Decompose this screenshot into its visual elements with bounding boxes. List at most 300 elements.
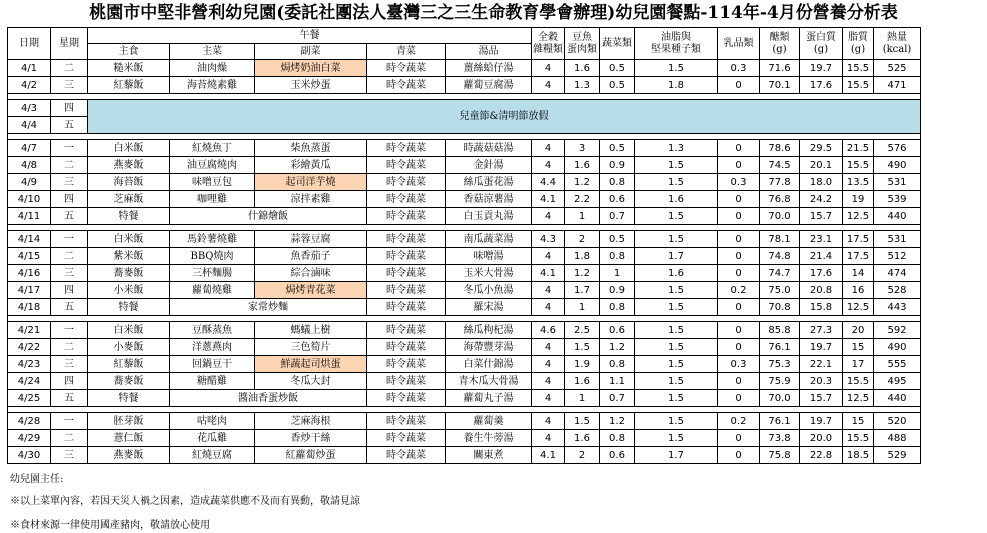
kcal-cell: 490 <box>874 157 921 174</box>
soup-cell: 蘿蔔羹 <box>446 413 532 430</box>
prot_g-cell: 24.2 <box>800 191 843 208</box>
weekday-cell: 二 <box>51 248 88 265</box>
table-row <box>8 390 921 407</box>
staple-cell: 白米飯 <box>88 322 170 339</box>
dairy-cell: 0.3 <box>718 174 760 191</box>
main-dish-cell: 家常炒麵 <box>170 299 367 316</box>
main-dish-cell: 紅燒豆腐 <box>170 447 255 464</box>
protein-cell: 1.2 <box>565 174 600 191</box>
staple-cell: 胚芽飯 <box>88 413 170 430</box>
staple-cell: 特餐 <box>88 208 170 225</box>
side-dish-cell: 鮮蔬起司烘蛋 <box>255 356 367 373</box>
carb-cell: 75.9 <box>760 373 800 390</box>
vegcat-cell: 0.8 <box>600 430 635 447</box>
grain-cell: 4 <box>532 339 565 356</box>
veg-cell: 時令蔬菜 <box>367 77 446 94</box>
kcal-cell: 440 <box>874 208 921 225</box>
dairy-cell: 0.2 <box>718 282 760 299</box>
header-carb: 醣類 (g) <box>760 28 800 60</box>
prot_g-cell: 18.0 <box>800 174 843 191</box>
grain-cell: 4 <box>532 413 565 430</box>
dairy-cell: 0 <box>718 265 760 282</box>
carb-cell: 74.7 <box>760 265 800 282</box>
header-lunch: 午餐 <box>88 28 532 44</box>
oil-cell: 1.5 <box>635 390 718 407</box>
veg-cell: 時令蔬菜 <box>367 390 446 407</box>
side-dish-cell: 魚香茄子 <box>255 248 367 265</box>
table-row <box>8 373 921 390</box>
kcal-cell: 474 <box>874 265 921 282</box>
staple-cell: 芝麻飯 <box>88 191 170 208</box>
date-cell: 4/23 <box>8 356 51 373</box>
side-dish-cell: 焗烤青花菜 <box>255 282 367 299</box>
grain-cell: 4 <box>532 208 565 225</box>
soup-cell: 白玉貢丸湯 <box>446 208 532 225</box>
side-dish-cell: 螞蟻上樹 <box>255 322 367 339</box>
grain-cell: 4 <box>532 430 565 447</box>
kcal-cell: 529 <box>874 447 921 464</box>
grain-cell: 4 <box>532 77 565 94</box>
grain-cell: 4 <box>532 60 565 77</box>
dairy-cell: 0 <box>718 447 760 464</box>
fat-cell: 19 <box>843 191 874 208</box>
table-row <box>8 265 921 282</box>
table-row <box>8 191 921 208</box>
date-cell: 4/11 <box>8 208 51 225</box>
main-dish-cell: BBQ燒肉 <box>170 248 255 265</box>
vegcat-cell: 0.9 <box>600 157 635 174</box>
prot_g-cell: 17.6 <box>800 265 843 282</box>
side-dish-cell: 彩繪黃瓜 <box>255 157 367 174</box>
side-dish-cell: 玉米炒蛋 <box>255 77 367 94</box>
soup-cell: 青木瓜大骨湯 <box>446 373 532 390</box>
grain-cell: 4 <box>532 140 565 157</box>
date-cell: 4/17 <box>8 282 51 299</box>
vegcat-cell: 1.2 <box>600 339 635 356</box>
carb-cell: 76.1 <box>760 413 800 430</box>
veg-cell: 時令蔬菜 <box>367 322 446 339</box>
protein-cell: 2 <box>565 231 600 248</box>
main-dish-cell: 回鍋豆干 <box>170 356 255 373</box>
kcal-cell: 539 <box>874 191 921 208</box>
vegcat-cell: 0.6 <box>600 447 635 464</box>
fat-cell: 13.5 <box>843 174 874 191</box>
weekday-cell: 五 <box>51 299 88 316</box>
weekday-cell: 一 <box>51 413 88 430</box>
main-dish-cell: 油肉燥 <box>170 60 255 77</box>
dairy-cell: 0 <box>718 231 760 248</box>
side-dish-cell: 冬瓜大封 <box>255 373 367 390</box>
veg-cell: 時令蔬菜 <box>367 60 446 77</box>
fat-cell: 15.5 <box>843 60 874 77</box>
veg-cell: 時令蔬菜 <box>367 447 446 464</box>
protein-cell: 1.8 <box>565 248 600 265</box>
oil-cell: 1.5 <box>635 174 718 191</box>
header-main: 主菜 <box>170 44 255 60</box>
vegcat-cell: 0.5 <box>600 231 635 248</box>
kcal-cell: 440 <box>874 390 921 407</box>
grain-cell: 4 <box>532 390 565 407</box>
carb-cell: 77.8 <box>760 174 800 191</box>
date-cell: 4/1 <box>8 60 51 77</box>
vegcat-cell: 0.8 <box>600 248 635 265</box>
fat-cell: 21.5 <box>843 140 874 157</box>
date-cell: 4/24 <box>8 373 51 390</box>
staple-cell: 白米飯 <box>88 231 170 248</box>
prot_g-cell: 20.3 <box>800 373 843 390</box>
staple-cell: 紫米飯 <box>88 248 170 265</box>
oil-cell: 1.5 <box>635 231 718 248</box>
main-dish-cell: 洋蔥燕肉 <box>170 339 255 356</box>
vegcat-cell: 0.7 <box>600 208 635 225</box>
weekday-cell: 二 <box>51 60 88 77</box>
date-cell: 4/9 <box>8 174 51 191</box>
weekday-cell: 四 <box>51 282 88 299</box>
footer-note-1: ※以上菜單內容，若因天災人禍之因素，造成蔬菜供應不及而有異動，敬請見諒 <box>10 496 360 507</box>
fat-cell: 12.5 <box>843 390 874 407</box>
weekday-cell: 四 <box>51 100 88 117</box>
carb-cell: 70.8 <box>760 299 800 316</box>
prot_g-cell: 20.8 <box>800 282 843 299</box>
carb-cell: 70.0 <box>760 390 800 407</box>
header-dairy: 乳品類 <box>718 28 760 60</box>
prot_g-cell: 29.5 <box>800 140 843 157</box>
veg-cell: 時令蔬菜 <box>367 157 446 174</box>
soup-cell: 薑絲蛤仔湯 <box>446 60 532 77</box>
soup-cell: 蘿蔔丸子湯 <box>446 390 532 407</box>
vegcat-cell: 0.5 <box>600 77 635 94</box>
oil-cell: 1.5 <box>635 282 718 299</box>
dairy-cell: 0 <box>718 140 760 157</box>
vegcat-cell: 1 <box>600 265 635 282</box>
table-row <box>8 248 921 265</box>
header-weekday: 星期 <box>51 28 88 60</box>
kcal-cell: 471 <box>874 77 921 94</box>
fat-cell: 16 <box>843 282 874 299</box>
oil-cell: 1.3 <box>635 140 718 157</box>
date-cell: 4/14 <box>8 231 51 248</box>
main-dish-cell: 馬鈴薯燒雞 <box>170 231 255 248</box>
veg-cell: 時令蔬菜 <box>367 282 446 299</box>
footer-note-2: ※食材來源一律使用國產豬肉，敬請放心使用 <box>10 520 210 531</box>
carb-cell: 78.1 <box>760 231 800 248</box>
oil-cell: 1.7 <box>635 248 718 265</box>
prot_g-cell: 19.7 <box>800 60 843 77</box>
main-dish-cell: 油豆腐燒肉 <box>170 157 255 174</box>
protein-cell: 3 <box>565 140 600 157</box>
weekday-cell: 五 <box>51 208 88 225</box>
weekday-cell: 五 <box>51 117 88 134</box>
staple-cell: 燕麥飯 <box>88 447 170 464</box>
kcal-cell: 531 <box>874 231 921 248</box>
prot_g-cell: 23.1 <box>800 231 843 248</box>
side-dish-cell: 芝麻海根 <box>255 413 367 430</box>
carb-cell: 71.6 <box>760 60 800 77</box>
main-dish-cell: 花瓜雞 <box>170 430 255 447</box>
grain-cell: 4 <box>532 282 565 299</box>
protein-cell: 1 <box>565 390 600 407</box>
veg-cell: 時令蔬菜 <box>367 140 446 157</box>
side-dish-cell: 焗烤奶油白菜 <box>255 60 367 77</box>
dairy-cell: 0.3 <box>718 356 760 373</box>
oil-cell: 1.5 <box>635 430 718 447</box>
grain-cell: 4 <box>532 248 565 265</box>
dairy-cell: 0 <box>718 322 760 339</box>
veg-cell: 時令蔬菜 <box>367 299 446 316</box>
vegcat-cell: 1.2 <box>600 413 635 430</box>
staple-cell: 海苔飯 <box>88 174 170 191</box>
prot_g-cell: 22.8 <box>800 447 843 464</box>
protein-cell: 1.6 <box>565 373 600 390</box>
weekday-cell: 三 <box>51 265 88 282</box>
grain-cell: 4 <box>532 356 565 373</box>
oil-cell: 1.6 <box>635 191 718 208</box>
weekday-cell: 一 <box>51 322 88 339</box>
veg-cell: 時令蔬菜 <box>367 248 446 265</box>
side-dish-cell: 香炒干絲 <box>255 430 367 447</box>
soup-cell: 養生牛蒡湯 <box>446 430 532 447</box>
header-soup: 湯品 <box>446 44 532 60</box>
soup-cell: 南瓜蔬菜湯 <box>446 231 532 248</box>
table-row <box>8 356 921 373</box>
fat-cell: 14 <box>843 265 874 282</box>
main-dish-cell: 味噌豆包 <box>170 174 255 191</box>
prot_g-cell: 22.1 <box>800 356 843 373</box>
kcal-cell: 495 <box>874 373 921 390</box>
grain-cell: 4.1 <box>532 265 565 282</box>
main-dish-cell: 什錦燴飯 <box>170 208 367 225</box>
veg-cell: 時令蔬菜 <box>367 191 446 208</box>
table-row <box>8 140 921 157</box>
staple-cell: 燕麥飯 <box>88 157 170 174</box>
kcal-cell: 490 <box>874 339 921 356</box>
soup-cell: 海帶豐芽湯 <box>446 339 532 356</box>
vegcat-cell: 0.8 <box>600 356 635 373</box>
table-row <box>8 413 921 430</box>
oil-cell: 1.5 <box>635 413 718 430</box>
header-date: 日期 <box>8 28 51 60</box>
fat-cell: 17.5 <box>843 231 874 248</box>
vegcat-cell: 0.5 <box>600 60 635 77</box>
date-cell: 4/10 <box>8 191 51 208</box>
soup-cell: 時蔬菇菇湯 <box>446 140 532 157</box>
table-row <box>8 231 921 248</box>
staple-cell: 小米飯 <box>88 282 170 299</box>
fat-cell: 15.5 <box>843 430 874 447</box>
kcal-cell: 531 <box>874 174 921 191</box>
protein-cell: 1.2 <box>565 265 600 282</box>
kcal-cell: 443 <box>874 299 921 316</box>
veg-cell: 時令蔬菜 <box>367 339 446 356</box>
vegcat-cell: 0.7 <box>600 390 635 407</box>
dairy-cell: 0 <box>718 430 760 447</box>
kcal-cell: 528 <box>874 282 921 299</box>
main-dish-cell: 三杯麵腸 <box>170 265 255 282</box>
date-cell: 4/4 <box>8 117 51 134</box>
carb-cell: 74.8 <box>760 248 800 265</box>
oil-cell: 1.5 <box>635 208 718 225</box>
protein-cell: 2.5 <box>565 322 600 339</box>
page-title: 桃園市中堅非營利幼兒園(委託社團法人臺灣三之三生命教育學會辦理)幼兒園餐點-114年-4月份營養分析表 <box>89 3 898 23</box>
veg-cell: 時令蔬菜 <box>367 356 446 373</box>
date-cell: 4/30 <box>8 447 51 464</box>
fat-cell: 15 <box>843 413 874 430</box>
table-row <box>8 339 921 356</box>
staple-cell: 白米飯 <box>88 140 170 157</box>
vegcat-cell: 1.1 <box>600 373 635 390</box>
date-cell: 4/29 <box>8 430 51 447</box>
veg-cell: 時令蔬菜 <box>367 174 446 191</box>
oil-cell: 1.5 <box>635 60 718 77</box>
date-cell: 4/28 <box>8 413 51 430</box>
prot_g-cell: 17.6 <box>800 77 843 94</box>
dairy-cell: 0.3 <box>718 60 760 77</box>
dairy-cell: 0 <box>718 77 760 94</box>
oil-cell: 1.5 <box>635 373 718 390</box>
fat-cell: 17.5 <box>843 248 874 265</box>
prot_g-cell: 27.3 <box>800 322 843 339</box>
vegcat-cell: 0.5 <box>600 140 635 157</box>
carb-cell: 70.0 <box>760 208 800 225</box>
staple-cell: 蕎麥飯 <box>88 373 170 390</box>
date-cell: 4/8 <box>8 157 51 174</box>
protein-cell: 1.7 <box>565 282 600 299</box>
carb-cell: 85.8 <box>760 322 800 339</box>
kcal-cell: 520 <box>874 413 921 430</box>
prot_g-cell: 19.7 <box>800 339 843 356</box>
carb-cell: 78.6 <box>760 140 800 157</box>
fat-cell: 15.5 <box>843 373 874 390</box>
fat-cell: 20 <box>843 322 874 339</box>
kcal-cell: 576 <box>874 140 921 157</box>
table-row <box>8 100 921 117</box>
main-dish-cell: 糖醋雞 <box>170 373 255 390</box>
table-row <box>8 447 921 464</box>
kcal-cell: 512 <box>874 248 921 265</box>
dairy-cell: 0 <box>718 373 760 390</box>
side-dish-cell: 起司洋芋燒 <box>255 174 367 191</box>
header-veg: 青菜 <box>367 44 446 60</box>
oil-cell: 1.5 <box>635 322 718 339</box>
protein-cell: 1.3 <box>565 77 600 94</box>
grain-cell: 4 <box>532 157 565 174</box>
main-dish-cell: 醬油香蛋炒飯 <box>170 390 367 407</box>
main-dish-cell: 海苔燒素雞 <box>170 77 255 94</box>
prot_g-cell: 15.8 <box>800 299 843 316</box>
carb-cell: 76.1 <box>760 339 800 356</box>
main-dish-cell: 豆酥蒸魚 <box>170 322 255 339</box>
staple-cell: 紅藜飯 <box>88 356 170 373</box>
weekday-cell: 三 <box>51 77 88 94</box>
dairy-cell: 0.2 <box>718 413 760 430</box>
grain-cell: 4 <box>532 299 565 316</box>
carb-cell: 73.8 <box>760 430 800 447</box>
soup-cell: 玉米大骨湯 <box>446 265 532 282</box>
prot_g-cell: 15.7 <box>800 390 843 407</box>
soup-cell: 關東煮 <box>446 447 532 464</box>
header-grain: 全穀 雜糧類 <box>532 28 565 60</box>
prot_g-cell: 20.1 <box>800 157 843 174</box>
staple-cell: 薏仁飯 <box>88 430 170 447</box>
oil-cell: 1.5 <box>635 356 718 373</box>
soup-cell: 冬瓜小魚湯 <box>446 282 532 299</box>
table-row <box>8 157 921 174</box>
grain-cell: 4.4 <box>532 174 565 191</box>
kcal-cell: 592 <box>874 322 921 339</box>
protein-cell: 1.6 <box>565 430 600 447</box>
side-dish-cell: 綜合滷味 <box>255 265 367 282</box>
date-cell: 4/25 <box>8 390 51 407</box>
soup-cell: 絲瓜枸杞湯 <box>446 322 532 339</box>
soup-cell: 味噌湯 <box>446 248 532 265</box>
prot_g-cell: 20.0 <box>800 430 843 447</box>
side-dish-cell: 三色筍片 <box>255 339 367 356</box>
oil-cell: 1.7 <box>635 447 718 464</box>
holiday-banner: 兒童節&清明節放假 <box>88 100 921 134</box>
header-row-top <box>8 28 921 44</box>
soup-cell: 金針湯 <box>446 157 532 174</box>
carb-cell: 75.8 <box>760 447 800 464</box>
staple-cell: 紅藜飯 <box>88 77 170 94</box>
header-oil: 油脂與 堅果種子類 <box>635 28 718 60</box>
vegcat-cell: 0.8 <box>600 299 635 316</box>
weekday-cell: 四 <box>51 373 88 390</box>
protein-cell: 1.9 <box>565 356 600 373</box>
oil-cell: 1.5 <box>635 299 718 316</box>
veg-cell: 時令蔬菜 <box>367 208 446 225</box>
veg-cell: 時令蔬菜 <box>367 265 446 282</box>
prot_g-cell: 19.7 <box>800 413 843 430</box>
prot_g-cell: 15.7 <box>800 208 843 225</box>
grain-cell: 4.1 <box>532 447 565 464</box>
fat-cell: 12.5 <box>843 208 874 225</box>
soup-cell: 香菇涼薯湯 <box>446 191 532 208</box>
table-row <box>8 174 921 191</box>
oil-cell: 1.5 <box>635 157 718 174</box>
weekday-cell: 一 <box>51 231 88 248</box>
vegcat-cell: 0.6 <box>600 191 635 208</box>
protein-cell: 1.5 <box>565 413 600 430</box>
table-row <box>8 77 921 94</box>
grain-cell: 4 <box>532 373 565 390</box>
vegcat-cell: 0.9 <box>600 282 635 299</box>
header-staple: 主食 <box>88 44 170 60</box>
header-protein-g: 蛋白質 (g) <box>800 28 843 60</box>
oil-cell: 1.5 <box>635 339 718 356</box>
veg-cell: 時令蔬菜 <box>367 231 446 248</box>
fat-cell: 18.5 <box>843 447 874 464</box>
protein-cell: 1.5 <box>565 339 600 356</box>
soup-cell: 絲瓜蛋花湯 <box>446 174 532 191</box>
table-row <box>8 322 921 339</box>
staple-cell: 蕎麥飯 <box>88 265 170 282</box>
main-dish-cell: 蘿蔔燒雞 <box>170 282 255 299</box>
veg-cell: 時令蔬菜 <box>367 430 446 447</box>
dairy-cell: 0 <box>718 390 760 407</box>
director-signature: 幼兒園主任: <box>10 474 64 485</box>
date-cell: 4/15 <box>8 248 51 265</box>
carb-cell: 74.5 <box>760 157 800 174</box>
staple-cell: 特餐 <box>88 299 170 316</box>
weekday-cell: 五 <box>51 390 88 407</box>
date-cell: 4/3 <box>8 100 51 117</box>
soup-cell: 蘿蔔豆腐湯 <box>446 77 532 94</box>
side-dish-cell: 柴魚蒸蛋 <box>255 140 367 157</box>
protein-cell: 1.6 <box>565 60 600 77</box>
main-dish-cell: 紅燒魚丁 <box>170 140 255 157</box>
nutrition-table <box>7 27 921 464</box>
carb-cell: 75.0 <box>760 282 800 299</box>
